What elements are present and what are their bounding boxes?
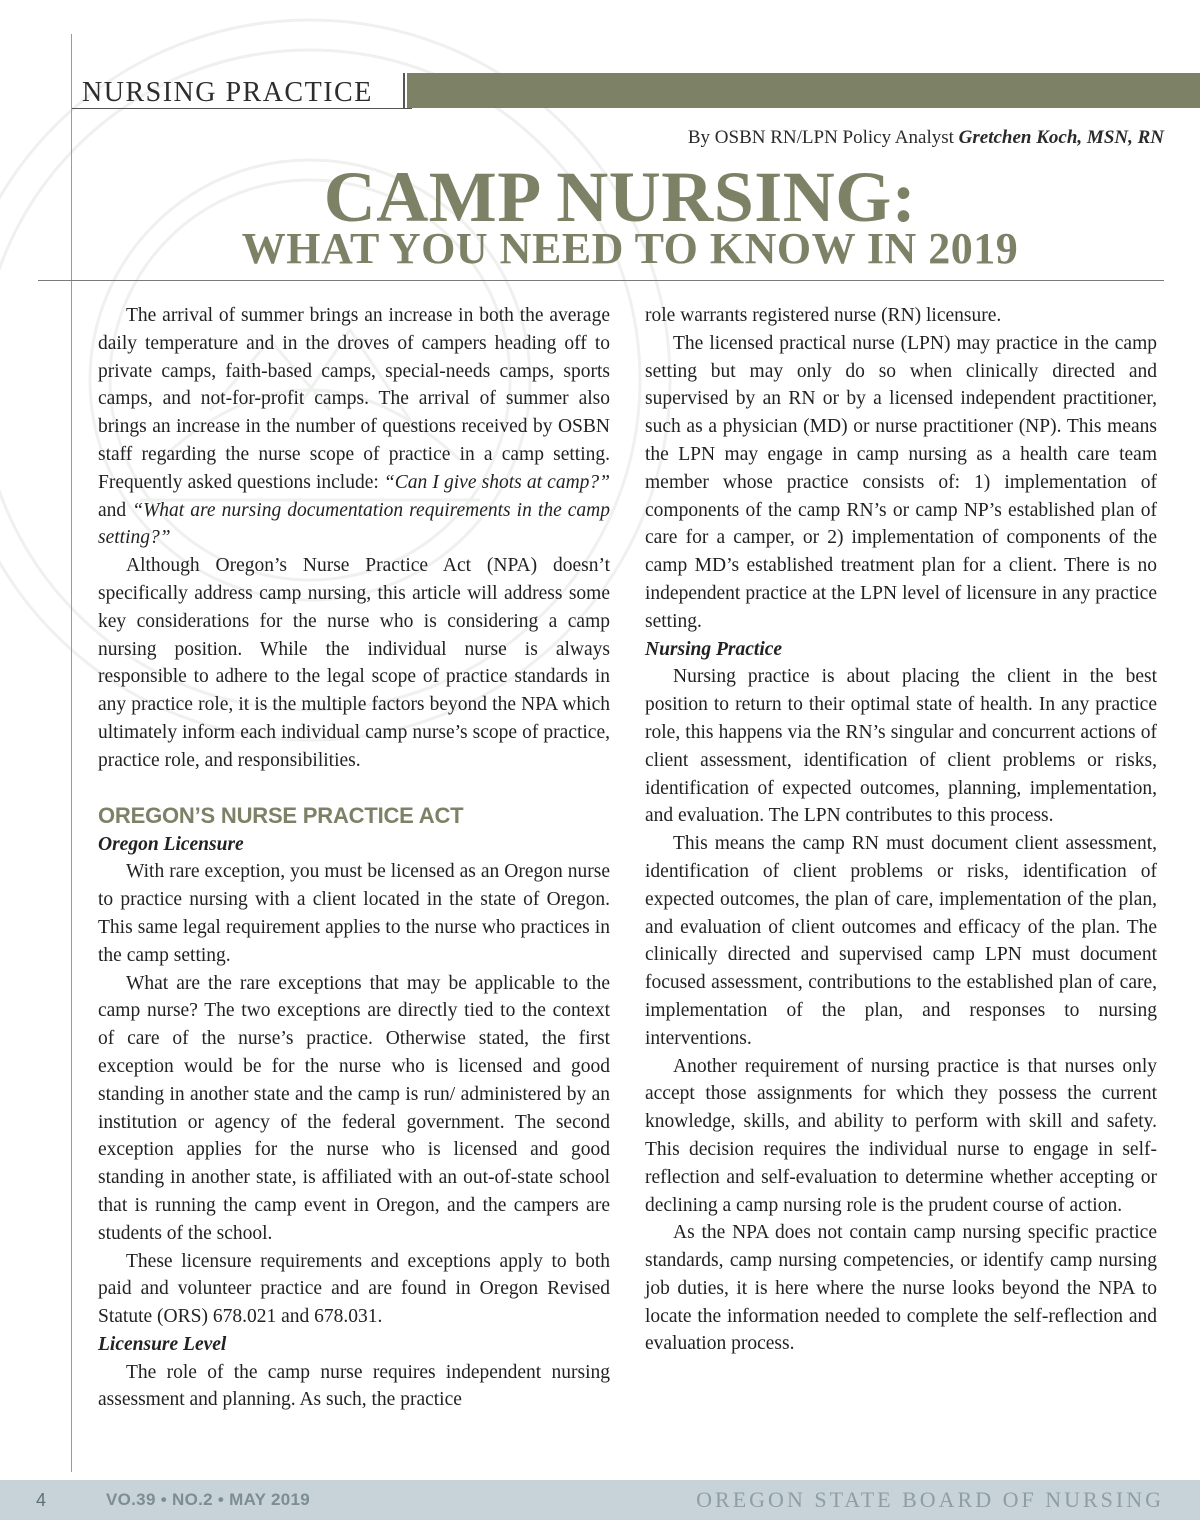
faq-question: “Can I give shots at camp?” — [383, 471, 610, 493]
paragraph-text: The arrival of summer brings an increase in both the average daily temperature and in the droves of campers heading off to private camps, faith-based camps, special-needs camps, sports camps, and not-for-profit camps. The arrival of summer also brings an increase in the number of questions received by OSBN staff regarding the nurse scope of practice in a camp setting. Frequently asked questions include: — [98, 305, 610, 493]
paragraph: Although Oregon’s Nurse Practice Act (NPA) doesn’t specifically address camp nursing, this article will address some key considerations for the nurse who is considering a camp nursing position. While the individual nurse is always responsible to adhere to the legal scope of practice standards in any practice role, it is the multiple factors beyond the NPA which ultimately inform each individual camp nurse’s scope of practice, practice role, and responsibilities. — [98, 555, 610, 771]
left-column — [98, 302, 610, 1414]
paragraph: What are the rare exceptions that may be applicable to the camp nurse? The two exceptions are directly tied to the context of care of the nurse’s practice. Otherwise stated, the first exception would be for the nurse who is licensed and good standing in another state and the camp is run/ administered by an institution or agency of the federal government. The second exception applies for the nurse who is licensed and good standing in another state, is affiliated with an out-of-state school that is running the camp event in Oregon, and the campers are students of the school. — [98, 972, 610, 1244]
byline-author: Gretchen Koch, MSN, RN — [958, 127, 1164, 148]
paragraph: As the NPA does not contain camp nursing specific practice standards, camp nursing competencies, or identify camp nursing job duties, it is here where the nurse looks beyond the NPA to locate the information needed to complete the self-reflection and evaluation process. — [645, 1222, 1157, 1355]
page-number: 4 — [36, 1490, 47, 1510]
title-divider — [38, 280, 1164, 281]
paragraph: The licensed practical nurse (LPN) may practice in the camp setting but may only do so when clinically directed and supervised by an RN or by a licensed independent practitioner, such as a physician (MD) or nurse practitioner (NP). This means the LPN may engage in camp nursing as a health care team member whose practice consists of: 1) implementation of components of the camp RN’s or camp NP’s established plan of care for a camper, or 2) implementation of components of the camp MD’s established treatment plan for a client. There is no independent practice at the LPN level of licensure in any practice setting. — [645, 332, 1157, 632]
paragraph — [98, 302, 610, 552]
byline — [688, 127, 1164, 149]
issue-info: VO.39 • NO.2 • MAY 2019 — [106, 1490, 311, 1509]
paragraph: These licensure requirements and exceptions apply to both paid and volunteer practice and are found in Oregon Revised Statute (ORS) 678.021 and 678.031. — [98, 1250, 610, 1328]
subheading-licensure-level: Licensure Level — [98, 1333, 227, 1355]
article-title: CAMP NURSING: — [323, 157, 917, 237]
faq-question: “What are nursing documentation requirements in the camp setting?” — [98, 499, 611, 549]
section-underline — [72, 108, 412, 109]
subheading-nursing-practice: Nursing Practice — [645, 638, 783, 660]
paragraph: The role of the camp nurse requires independent nursing assessment and planning. As such, the practice — [98, 1361, 610, 1411]
paragraph: role warrants registered nurse (RN) licensure. — [645, 305, 1002, 326]
byline-prefix: By OSBN RN/LPN Policy Analyst — [687, 127, 954, 148]
section-label: NURSING PRACTICE — [82, 77, 373, 108]
section-color-bar — [407, 73, 1200, 108]
right-column — [645, 302, 1157, 1358]
subheading-oregon-licensure: Oregon Licensure — [98, 833, 244, 855]
paragraph-text: and — [98, 499, 133, 521]
paragraph: Nursing practice is about placing the client in the best position to return to their optimal state of health. In any practice role, this happens via the RN’s singular and concurrent actions of client assessment, identification of client problems or risks, identification of expected outcomes, planning, implementation, and evaluation. The LPN contributes to this process. — [645, 666, 1157, 827]
section-bar-divider — [403, 73, 405, 108]
section-heading: OREGON’S NURSE PRACTICE ACT — [98, 802, 464, 828]
paragraph: With rare exception, you must be licensed as an Oregon nurse to practice nursing with a client located in the state of Oregon. This same legal requirement applies to the nurse who practices in the camp setting. — [98, 861, 610, 966]
organization-name: OREGON STATE BOARD OF NURSING — [696, 1487, 1164, 1512]
paragraph: Another requirement of nursing practice is that nurses only accept those assignments for which they possess the current knowledge, skills, and ability to perform with skill and safety. This decision requires the individual nurse to engage in self-reflection and self-evaluation to determine whether accepting or declining a camp nursing role is the prudent course of action. — [645, 1055, 1157, 1216]
article-subtitle: WHAT YOU NEED TO KNOW IN 2019 — [241, 224, 1019, 273]
paragraph: This means the camp RN must document client assessment, identification of client problems or risks, identification of expected outcomes, the plan of care, implementation of the plan, and evaluation of client outcomes and efficacy of the plan. The clinically directed and supervised camp LPN must document focused assessment, contributions to the established plan of care, implementation of the plan, and responses to nursing interventions. — [645, 833, 1157, 1049]
